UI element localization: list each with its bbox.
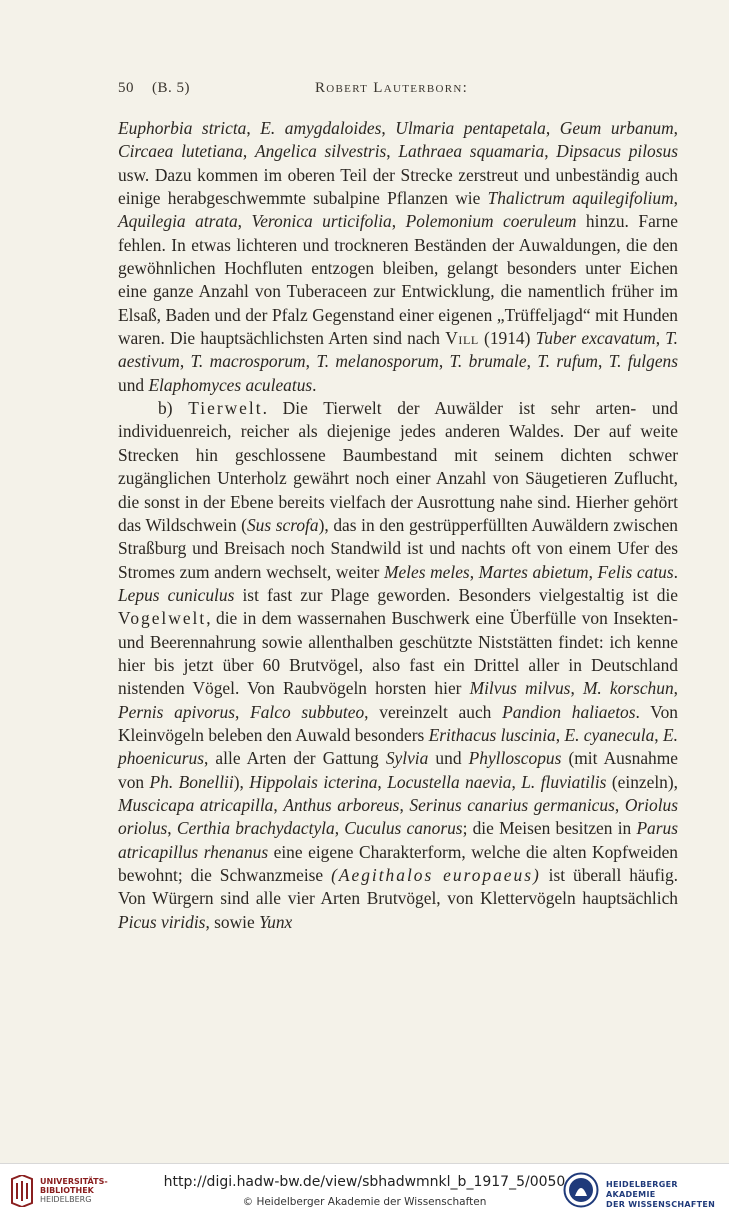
species-name: Meles meles: [383, 561, 470, 582]
text-run: und: [428, 748, 469, 769]
text-run: , vereinzelt auch: [364, 701, 503, 722]
text-run: ,: [167, 818, 177, 839]
species-name: Serinus canarius germanicus: [409, 794, 615, 815]
species-name: Ulmaria pentapetala: [395, 118, 546, 138]
university-line-3: HEIDELBERG: [40, 1195, 92, 1204]
text-run: ,: [655, 328, 666, 349]
academy-name: [606, 1180, 729, 1210]
text-run: ,: [391, 211, 406, 232]
text-run: ,: [179, 351, 191, 372]
species-name: T. fulgens: [608, 351, 679, 372]
spaced-emphasis: Tierwelt: [188, 398, 263, 419]
species-name: Locustella naevia: [387, 771, 512, 792]
text-run: ; die Meisen besitzen in: [462, 818, 637, 839]
species-name: Pernis apivorus: [118, 701, 235, 722]
text-run: ,: [544, 141, 557, 162]
university-line-2: BIBLIOTHEK: [40, 1186, 94, 1195]
species-name: Euphorbia stricta: [118, 118, 247, 138]
university-line-1: UNIVERSITÄTS-: [40, 1177, 108, 1186]
species-name: Aquilegia atrata: [118, 211, 238, 232]
text-run: b): [158, 398, 189, 419]
text-run: . Die Tierwelt der Auwälder ist sehr arten- und individuenreich, reicher als diejenige jedes anderen Waldes. Der auf weite Strecken hin geschlossene Baumbestand mit seinem dichten schwer zugänglichen Unterholz gewährt noch einer Anzahl von Säugetieren Zuflucht, die sonst in der Ebene bereits vielfach der Ausrottung nahe sind. Hierher gehört das Wildschwein (: [118, 398, 678, 535]
species-name: Dipsacus pilosus: [556, 141, 678, 162]
species-name: Felis catus: [597, 561, 674, 582]
text-run: ,: [673, 118, 678, 138]
species-name: Circaea lutetiana: [118, 141, 243, 162]
text-run: ,: [654, 724, 664, 745]
text-run: ,: [235, 701, 251, 722]
species-name: Tuber excavatum: [535, 328, 656, 349]
text-run: ,: [377, 771, 388, 792]
text-run: ,: [273, 794, 284, 815]
species-name: T. rufum: [537, 351, 598, 372]
text-run: ist fast zur Plage geworden. Besonders vielgestaltig ist die: [234, 584, 678, 605]
species-name: Yunx: [259, 911, 293, 932]
permalink-url[interactable]: http://digi.hadw-bw.de/view/sbhadwmnkl_b_1917_5/0050: [163, 1174, 566, 1190]
text-run: ,: [438, 351, 450, 372]
paragraph-tierwelt: [118, 397, 678, 934]
text-run: ,: [386, 141, 399, 162]
text-run: ),: [233, 771, 250, 792]
spaced-emphasis: Vogelwelt: [118, 608, 207, 629]
species-name: Hippolais icterina: [249, 771, 378, 792]
text-run: (mit Ausnahme von: [118, 748, 678, 792]
academy-line-2: DER WISSENSCHAFTEN: [606, 1200, 716, 1209]
copyright-notice: © Heidelberger Akademie der Wissenschaften: [242, 1196, 487, 1208]
species-name: Veronica urticifolia: [251, 211, 392, 232]
text-run: hinzu. Farne fehlen. In etwas lichteren und trockneren Beständen der Auwaldungen, die den gewöhnlichen Hochfluten entzogen bleiben, gelangt besonders unter Eichen eine ganze Anzahl von Tuberaceen zur Entwicklung, die namentlich früher im Elsaß, Baden und der Pfalz Gegenstand einer eigenen „Trüffeljagd“ mit Hunden waren. Die hauptsächlichsten Arten sind nach: [118, 211, 679, 349]
species-name: T. aestivum: [118, 328, 679, 372]
text-run: .: [673, 561, 678, 582]
species-name: Elaphomyces aculeatus: [148, 374, 313, 395]
text-run: ,: [673, 678, 679, 699]
text-run: ,: [237, 211, 252, 232]
species-name: Polemonium coeruleum: [405, 211, 577, 232]
species-name: Erithacus luscinia: [428, 724, 556, 745]
species-name: E. amygdaloides: [260, 118, 382, 138]
text-run: ,: [570, 678, 583, 699]
species-name: Certhia brachydactyla: [176, 818, 335, 839]
text-run: ,: [469, 561, 479, 582]
species-name: Picus viridis: [118, 911, 206, 932]
species-name: E. phoenicurus: [118, 724, 678, 769]
species-name: Sylvia: [385, 748, 429, 769]
text-run: und: [118, 374, 149, 395]
species-name: Milvus milvus: [469, 678, 571, 699]
text-run: , die in dem wassernahen Buschwerk eine Überfülle von Insekten- und Beerennahrung sowie allenthalben geschützte Niststätten findet: ich kenne hier bis jetzt über 60 Brutvögel, also fast ein Drittel aller in Deutschland nistenden Vögel. Von Raubvögeln horsten hier: [118, 608, 678, 699]
academy-line-1: HEIDELBERGER AKADEMIE: [606, 1180, 678, 1199]
text-run: ist überall häufig. Von Würgern sind alle vier Arten Brutvögel, von Klettervögeln hauptsächlich: [118, 865, 678, 909]
species-name: Parus atricapillus rhenanus: [118, 818, 678, 862]
species-name: Anthus arboreus: [283, 794, 400, 815]
species-name: Lathraea squamaria: [398, 141, 545, 162]
species-name: M. korschun: [582, 678, 674, 699]
text-run: ,: [673, 188, 678, 209]
text-run: ,: [597, 351, 609, 372]
running-header-author: Robert Lauterborn:: [315, 80, 469, 96]
text-run: ,: [305, 351, 317, 372]
page-number: 50: [118, 80, 134, 96]
body-text: [118, 117, 678, 934]
species-name: Martes abietum: [478, 561, 589, 582]
text-run: usw. Dazu kommen im oberen Teil der Strecke zerstreut und unbeständig auch einige herabgeschwemmte subalpine Pflanzen wie: [118, 164, 678, 209]
text-run: , alle Arten der Gattung: [203, 748, 386, 769]
species-name: Ph. Bonellii: [149, 771, 234, 792]
paragraph-flora-continued: [118, 117, 678, 397]
text-run: (einzeln),: [606, 771, 678, 792]
text-run: ,: [511, 771, 522, 792]
species-name: L. fluviatilis: [521, 771, 607, 792]
species-name: Cuculus canorus: [344, 818, 463, 839]
text-run: .: [312, 374, 317, 395]
text-run: eine eigene Charakterform, welche die alten Kopfweiden bewohnt; die Schwanzmeise: [118, 841, 678, 885]
species-name: E. cyanecula: [564, 724, 655, 745]
text-run: ,: [242, 141, 255, 162]
text-run: ,: [614, 794, 625, 815]
species-name: Phylloscopus: [468, 748, 562, 769]
species-name: Pandion haliaetos: [502, 701, 636, 722]
species-name: T. macrosporum: [190, 351, 306, 372]
species-name: (Aegithalos europaeus): [331, 865, 541, 885]
section-reference: (B. 5): [152, 80, 190, 96]
species-name: Angelica silvestris: [254, 141, 387, 162]
species-name: T. melanosporum: [316, 351, 439, 372]
species-name: Thalictrum aquilegifolium: [487, 188, 674, 209]
text-run: ,: [399, 794, 410, 815]
species-name: T. brumale: [449, 351, 527, 372]
species-name: Sus scrofa: [246, 514, 319, 535]
species-name: Geum urbanum: [559, 118, 674, 138]
academy-seal-icon[interactable]: [563, 1172, 599, 1208]
author-citation: Vill: [445, 328, 479, 349]
text-run: (1914): [478, 328, 536, 349]
species-name: Lepus cuniculus: [118, 584, 235, 605]
text-run: ), das in den gestrüpperfüllten Auwäldern zwischen Straßburg und Breisach noch Standwild ist und nachts oft von einem Ufer des Stromes zum andern wechselt, weiter: [118, 514, 678, 582]
species-name: Oriolus oriolus: [118, 794, 678, 839]
text-run: ,: [246, 118, 261, 138]
text-run: ,: [526, 351, 538, 372]
species-name: Muscicapa atricapilla: [118, 794, 274, 815]
text-run: , sowie: [205, 911, 260, 932]
species-name: Falco subbuteo: [250, 701, 365, 722]
text-run: ,: [588, 561, 598, 582]
text-run: ,: [381, 118, 396, 138]
text-run: ,: [545, 118, 560, 138]
footer-bar: [0, 1163, 729, 1217]
text-run: ,: [334, 818, 345, 839]
text-run: . Von Kleinvögeln beleben den Auwald besonders: [118, 701, 678, 745]
text-run: ,: [555, 724, 565, 745]
